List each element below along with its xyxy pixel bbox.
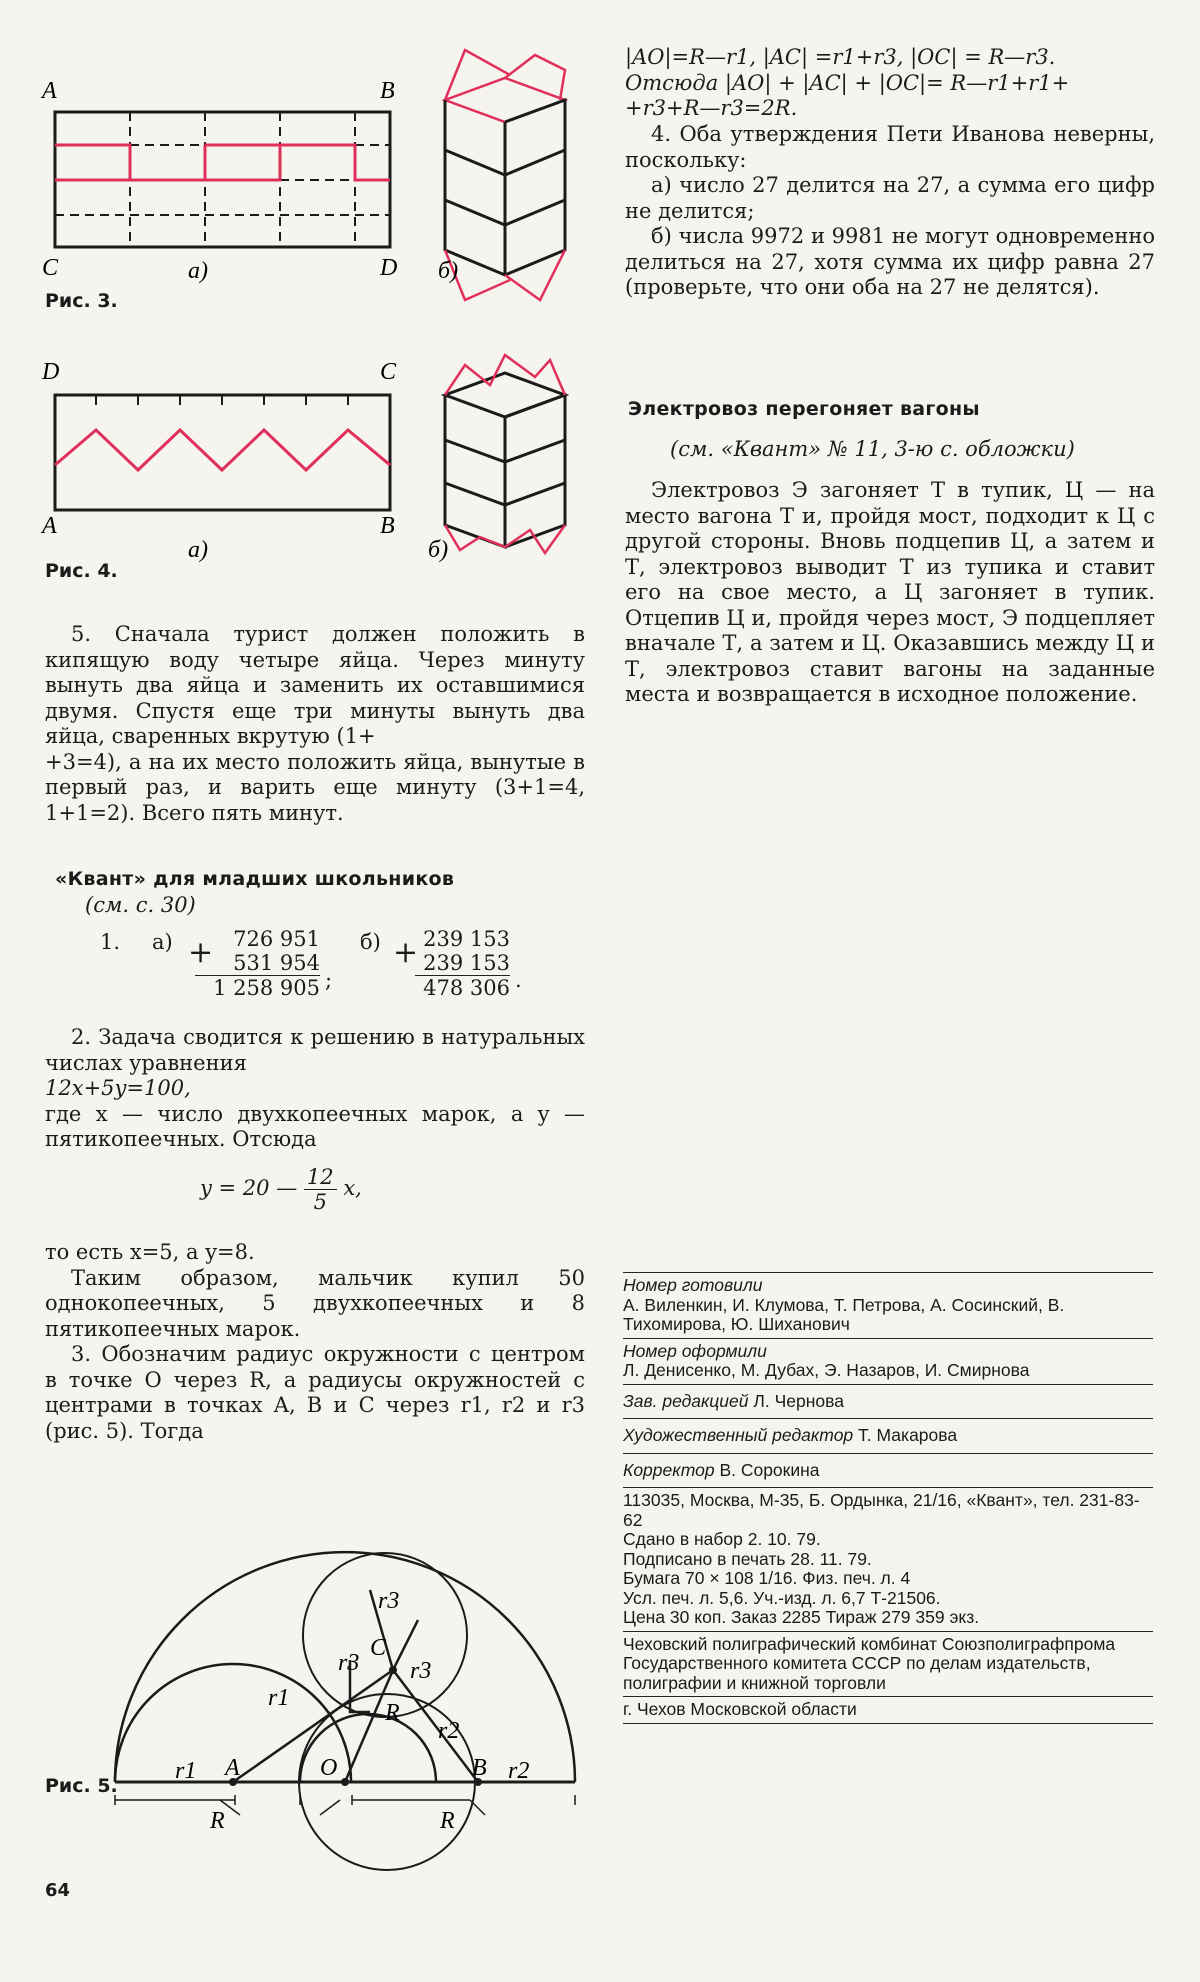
imprint (623, 1272, 1153, 1724)
equation-2-denominator: 5 (313, 1190, 327, 1214)
equation-2-lhs: y = 20 — (200, 1176, 298, 1200)
figure-3-drawing (30, 70, 590, 320)
task1-a-n2: 531 954 (233, 951, 320, 975)
figure-5 (40, 1420, 600, 1834)
figure-4 (30, 355, 590, 585)
fig3-caption: Рис. 3. (45, 290, 118, 312)
fig3-label-a: а) (188, 258, 208, 284)
fig3-corner-tr: B (380, 78, 395, 104)
fig5-label-C: C (370, 1635, 387, 1661)
fig5-label-r1-outer: r1 (175, 1758, 197, 1784)
answer-2-end (45, 1240, 585, 1444)
fig4-corner-bl: A (42, 513, 57, 539)
electro-text: Электровоз Э загоняет Т в тупик, Ц — на место вагона Т и, пройдя мост, подходит к Ц с другой стороны. Вновь подцепив Ц, а затем и Т, электровоз выводит Т из тупика и ставит его на свое место, а Ц загоняет в тупик. Отцепив Ц и, пройдя через мост, Э подцепляет вначале Т, а затем и Ц. Оказавшись между Ц и Т, электровоз ставит вагоны на заданные места и возвращается в исходное положение. (625, 478, 1155, 706)
fig4-corner-tl: D (42, 359, 60, 385)
task1-b-period: . (515, 968, 522, 992)
figure-5-drawing (40, 1420, 600, 1834)
imprint-price: Цена 30 коп. Заказ 2285 Тираж 279 359 экз. (623, 1607, 980, 1627)
fig5-label-B: B (472, 1755, 487, 1781)
equation-line-2: Отсюда |AO| + |AC| + |OC|= R—r1+r1+ (625, 70, 1070, 95)
answer-2-solution: то есть x=5, а y=8. (45, 1240, 255, 1264)
task1-a-label: а) (152, 930, 173, 954)
task1-a-sum: 1 258 905 (213, 976, 320, 1000)
equation-1: 12x+5y=100, (45, 1076, 191, 1100)
fig5-label-r2-outer: r2 (508, 1758, 530, 1784)
figure-3 (30, 70, 590, 320)
task1-b-label: б) (360, 930, 381, 954)
fig4-label-a: а) (188, 537, 208, 563)
imprint-conv: Усл. печ. л. 5,6. Уч.-изд. л. 6,7 Т-21506. (623, 1587, 941, 1608)
fig5-label-R-center: R (385, 1700, 400, 1726)
imprint-designed-label: Номер оформили (623, 1340, 767, 1361)
equation-2-fraction (304, 1165, 337, 1214)
task1-b-sum: 478 306 (423, 976, 510, 1000)
kvant-section-title: «Квант» для младших школьников (55, 868, 455, 890)
fig3-corner-tl: A (42, 78, 57, 104)
task1-a-semicolon: ; (325, 968, 333, 992)
imprint-paper-format: Бумага 70 × 108 1/16. Физ. печ. л. 4 (623, 1568, 911, 1588)
fig5-label-r1-inner: r1 (268, 1685, 290, 1711)
equation-2-rhs: x, (343, 1176, 362, 1200)
fig4-corner-br: B (380, 513, 395, 539)
task1-a-plus: + (188, 935, 214, 970)
fig5-label-r3-top: r3 (378, 1588, 400, 1614)
task1-b-addition (415, 927, 510, 1000)
fig5-label-A: A (225, 1755, 240, 1781)
fig3-label-b: б) (438, 258, 459, 284)
fig4-label-b: б) (428, 537, 449, 563)
fig5-label-r3-right: r3 (410, 1658, 432, 1684)
answer-5-part2: +3=4), а на их место положить яйца, вынутые в первый раз, и варить еще минуту (3+1=4, 1+1=2). Всего пять минут. (45, 749, 585, 825)
electro-section-ref: (см. «Квант» № 11, 3-ю с. обложки) (670, 437, 1075, 461)
imprint-corrector-name: В. Сорокина (719, 1459, 820, 1480)
imprint-signed: Подписано в печать 28. 11. 79. (623, 1548, 872, 1569)
figure-4-drawing (30, 355, 590, 585)
imprint-city: г. Чехов Московской области (623, 1699, 857, 1719)
fig4-caption: Рис. 4. (45, 560, 118, 582)
equation-line-3: +r3+R—r3=2R. (625, 96, 798, 120)
imprint-prepared-names: А. Виленкин, И. Клумова, Т. Петрова, А. Сосинский, В. Тихомирова, Ю. Шиханович (623, 1294, 1065, 1334)
fig5-label-r3-left: r3 (338, 1650, 360, 1676)
fig5-caption: Рис. 5. (45, 1775, 118, 1797)
answer-3-intro: 3. Обозначим радиус окружности с центром в точке O через R, а радиусы окружностей с центрами в точках A, B и C через r1, r2 и r3 (рис. 5). Тогда (45, 1342, 585, 1443)
task1-b-n1: 239 153 (423, 927, 510, 951)
imprint-typeset: Сдано в набор 2. 10. 79. (623, 1529, 821, 1549)
kvant-section-ref: (см. с. 30) (85, 893, 196, 917)
equation-line-1: |AO|=R—r1, |AC| =r1+r3, |OC| = R—r3. (625, 45, 1056, 69)
answer-2 (45, 1025, 585, 1153)
task1-a-n1: 726 951 (233, 927, 320, 951)
task1-b-plus: + (393, 935, 419, 970)
answer-4-a: а) число 27 делится на 27, а сумма его цифр не делится; (625, 173, 1155, 223)
equation-2-numerator: 12 (304, 1165, 337, 1190)
answer-4-intro: 4. Оба утверждения Пети Иванова неверны, поскольку: (625, 122, 1155, 172)
left-column (45, 622, 585, 826)
fig5-label-r2-inner: r2 (438, 1718, 460, 1744)
fig3-corner-br: D (380, 255, 398, 281)
answer-5-part1: 5. Сначала турист должен положить в кипящую воду четыре яйца. Через минуту вынуть два яйца и заменить их оставшимися двумя. Спустя еще три минуты вынуть два яйца, сваренных вкрутую (1+ (45, 622, 585, 748)
fig5-label-R-right: R (440, 1808, 455, 1834)
imprint-art-label: Художественный редактор (623, 1425, 854, 1445)
imprint-editor-label: Зав. редакцией (623, 1390, 749, 1411)
task1-a-addition (195, 927, 320, 1000)
fig5-label-R-left: R (210, 1808, 225, 1834)
imprint-designed-names: Л. Денисенко, М. Дубах, Э. Назаров, И. Смирнова (623, 1360, 1030, 1380)
answer-4-b: б) числа 9972 и 9981 не могут одновременно делиться на 27, хотя сумма их цифр равна 27 (проверьте, что они оба на 27 не делятся). (625, 224, 1155, 299)
task1-number: 1. (100, 930, 121, 954)
fig5-label-O: O (320, 1755, 338, 1781)
imprint-art-name: Т. Макарова (858, 1425, 958, 1445)
fig4-corner-tr: C (380, 359, 397, 385)
imprint-editor-name: Л. Чернова (753, 1390, 844, 1411)
electro-body (625, 478, 1155, 708)
equation-2 (200, 1165, 362, 1214)
answer-2-vars: где x — число двухкопеечных марок, а y — пятикопеечных. Отсюда (45, 1101, 585, 1151)
imprint-corrector-label: Корректор (623, 1459, 715, 1480)
electro-section-title: Электровоз перегоняет вагоны (628, 398, 980, 420)
answer-2-intro: 2. Задача сводится к решению в натуральных числах уравнения (45, 1025, 585, 1075)
answer-4 (625, 122, 1155, 301)
answer-2-conclusion: Таким образом, мальчик купил 50 однокопеечных, 5 двухкопеечных и 8 пятикопеечных марок. (45, 1265, 585, 1341)
imprint-prepared-label: Номер готовили (623, 1275, 763, 1295)
imprint-printer: Чеховский полиграфический комбинат Союзполиграфпрома Государственного комитета СССР по делам издательств, полиграфии и книжной торговли (623, 1633, 1116, 1693)
right-equations (625, 45, 1155, 122)
fig3-corner-bl: C (42, 255, 59, 281)
task1-b-n2: 239 153 (423, 951, 510, 975)
imprint-address: 113035, Москва, М-35, Б. Ордынка, 21/16, «Квант», тел. 231-83-62 (623, 1490, 1140, 1530)
page-number: 64 (45, 1880, 71, 1901)
